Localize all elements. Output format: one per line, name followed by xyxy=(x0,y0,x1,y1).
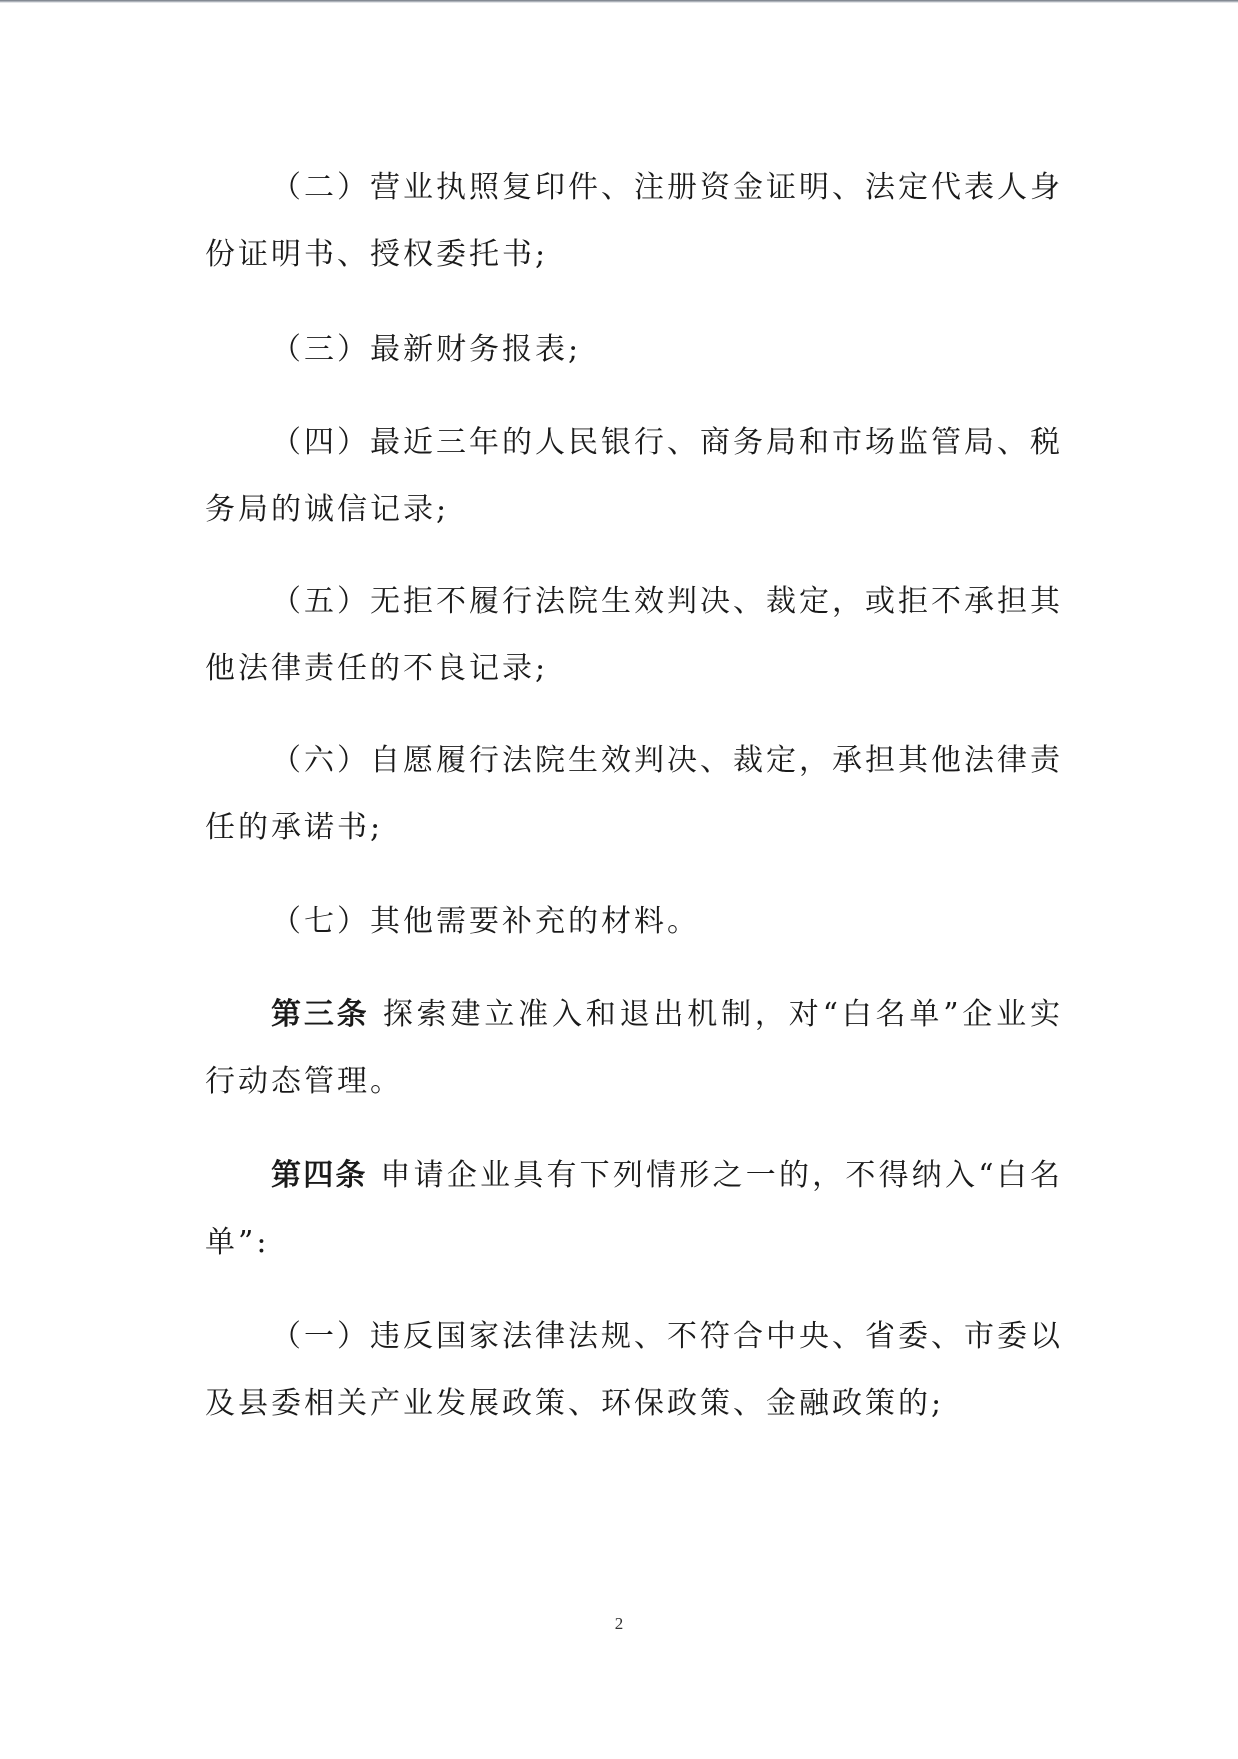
paragraph-item-5 xyxy=(205,568,1063,702)
paragraph-text: 探索建立准入和退出机制，对“白名单”企业实行动态管理。 xyxy=(205,997,1064,1099)
paragraph-item-3 xyxy=(205,316,1063,383)
paragraph-item-6 xyxy=(205,727,1063,861)
page-number: 2 xyxy=(614,1614,624,1633)
paragraph-item-7 xyxy=(205,888,1063,955)
article-4-paragraph xyxy=(205,1142,1063,1276)
paragraph-text: （五）无拒不履行法院生效判决、裁定，或拒不承担其他法律责任的不良记录; xyxy=(205,584,1063,686)
paragraph-text: （六）自愿履行法院生效判决、裁定，承担其他法律责任的承诺书; xyxy=(205,743,1063,845)
paragraph-item-2 xyxy=(205,154,1063,288)
paragraph-text: （一）违反国家法律法规、不符合中央、省委、市委以及县委相关产业发展政策、环保政策、金融政策的; xyxy=(205,1319,1063,1421)
paragraph-text: （二）营业执照复印件、注册资金证明、法定代表人身份证明书、授权委托书; xyxy=(205,170,1063,272)
paragraph-text: （七）其他需要补充的材料。 xyxy=(271,904,700,939)
article-4-label: 第四条 xyxy=(271,1158,368,1193)
article-3-paragraph xyxy=(205,981,1063,1115)
paragraph-item-1 xyxy=(205,1303,1063,1437)
paragraph-item-4 xyxy=(205,409,1063,543)
article-3-label: 第三条 xyxy=(271,997,370,1032)
paragraph-text: （四）最近三年的人民银行、商务局和市场监管局、税务局的诚信记录; xyxy=(205,425,1063,527)
paragraph-text: （三）最新财务报表; xyxy=(271,332,582,367)
paragraph-text: 申请企业具有下列情形之一的，不得纳入“白名单”: xyxy=(205,1158,1063,1260)
